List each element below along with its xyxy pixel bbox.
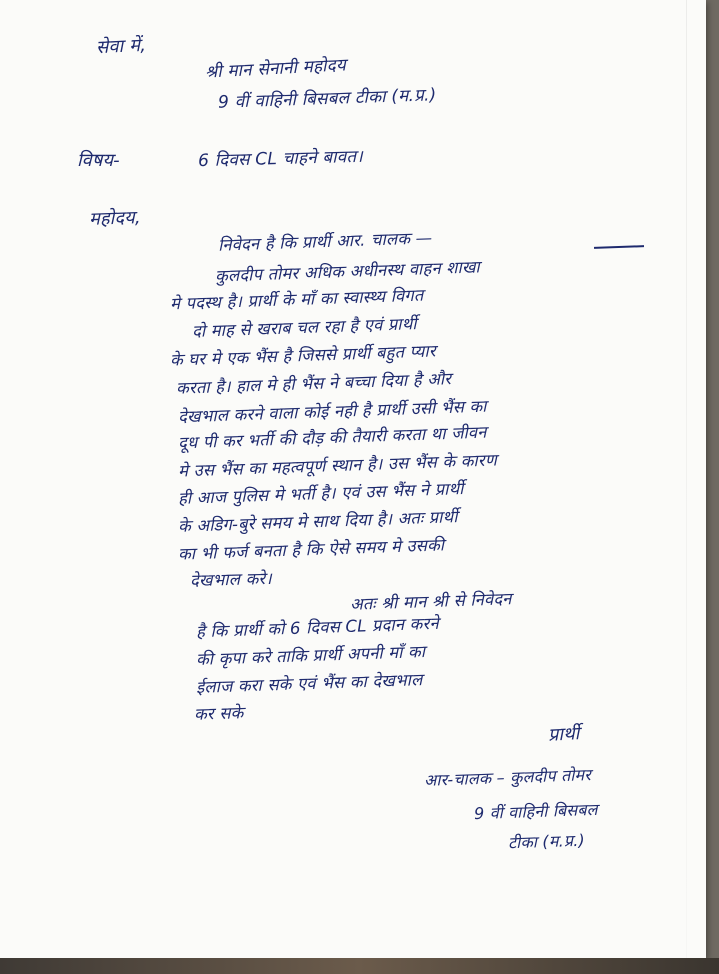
background-surface-strip — [0, 958, 719, 974]
body-line-15: है कि प्रार्थी को 6 दिवस CL प्रदान करने — [195, 613, 440, 642]
body-line-12: का भी फर्ज बनता है कि ऐसे समय मे उसकी — [177, 535, 445, 564]
continuation-dash — [594, 245, 644, 248]
body-line-7: देखभाल करने वाला कोई नही है प्रार्थी उसी भैंस का — [177, 396, 487, 427]
body-line-4: दो माह से खराब चल रहा है एवं प्रार्थी — [191, 314, 418, 341]
body-line-3: मे पदस्थ है। प्रार्थी के माँ का स्वास्थ्य विगत — [169, 285, 424, 314]
signature-unit-line-2: टीका (म.प्र.) — [507, 830, 586, 853]
body-line-16: की कृपा करे ताकि प्रार्थी अपनी माँ का — [195, 642, 426, 669]
body-line-10: ही आज पुलिस मे भर्ती है। एवं उस भैंस ने प्रार्थी — [177, 479, 464, 508]
recipient-line-2: 9 वीं वाहिनी बिसबल टीका (म.प्र.) — [217, 85, 437, 113]
greeting: महोदय, — [88, 207, 142, 230]
body-line-17: ईलाज करा सके एवं भैंस का देखभाल — [195, 670, 423, 697]
paper-fold-line — [686, 0, 687, 958]
body-line-18: कर सके — [193, 703, 244, 724]
recipient-line-1: श्री मान सेनानी महोदय — [204, 55, 347, 83]
body-line-2: कुलदीप तोमर अधिक अधीनस्थ वाहन शाखा — [214, 257, 481, 286]
body-line-13: देखभाल करे। — [189, 568, 273, 591]
signature-label: प्रार्थी — [547, 723, 581, 746]
body-line-5: के घर मे एक भैंस है जिससे प्रार्थी बहुत प्यार — [169, 341, 437, 370]
signature-unit-line-1: 9 वीं वाहिनी बिसबल — [473, 799, 598, 824]
body-line-1: निवेदन है कि प्रार्थी आर. चालक — — [217, 228, 433, 255]
subject-label: विषय- — [77, 150, 120, 171]
body-line-14: अतः श्री मान श्री से निवेदन — [349, 589, 512, 614]
subject-text: 6 दिवस CL चाहने बावत। — [197, 146, 364, 172]
body-line-9: मे उस भैंस का महत्वपूर्ण स्थान है। उस भैंस के कारण — [177, 450, 498, 481]
salutation: सेवा में, — [95, 34, 147, 59]
body-line-6: करता है। हाल मे ही भैंस ने बच्चा दिया है और — [175, 369, 452, 398]
signature-name: आर-चालक – कुलदीप तोमर — [423, 765, 592, 790]
body-line-11: के अडिग-बुरे समय मे साथ दिया है। अतः प्रार्थी — [177, 507, 458, 536]
body-line-8: दूध पी कर भर्ती की दौड़ की तैयारी करता था जीवन — [177, 422, 487, 453]
